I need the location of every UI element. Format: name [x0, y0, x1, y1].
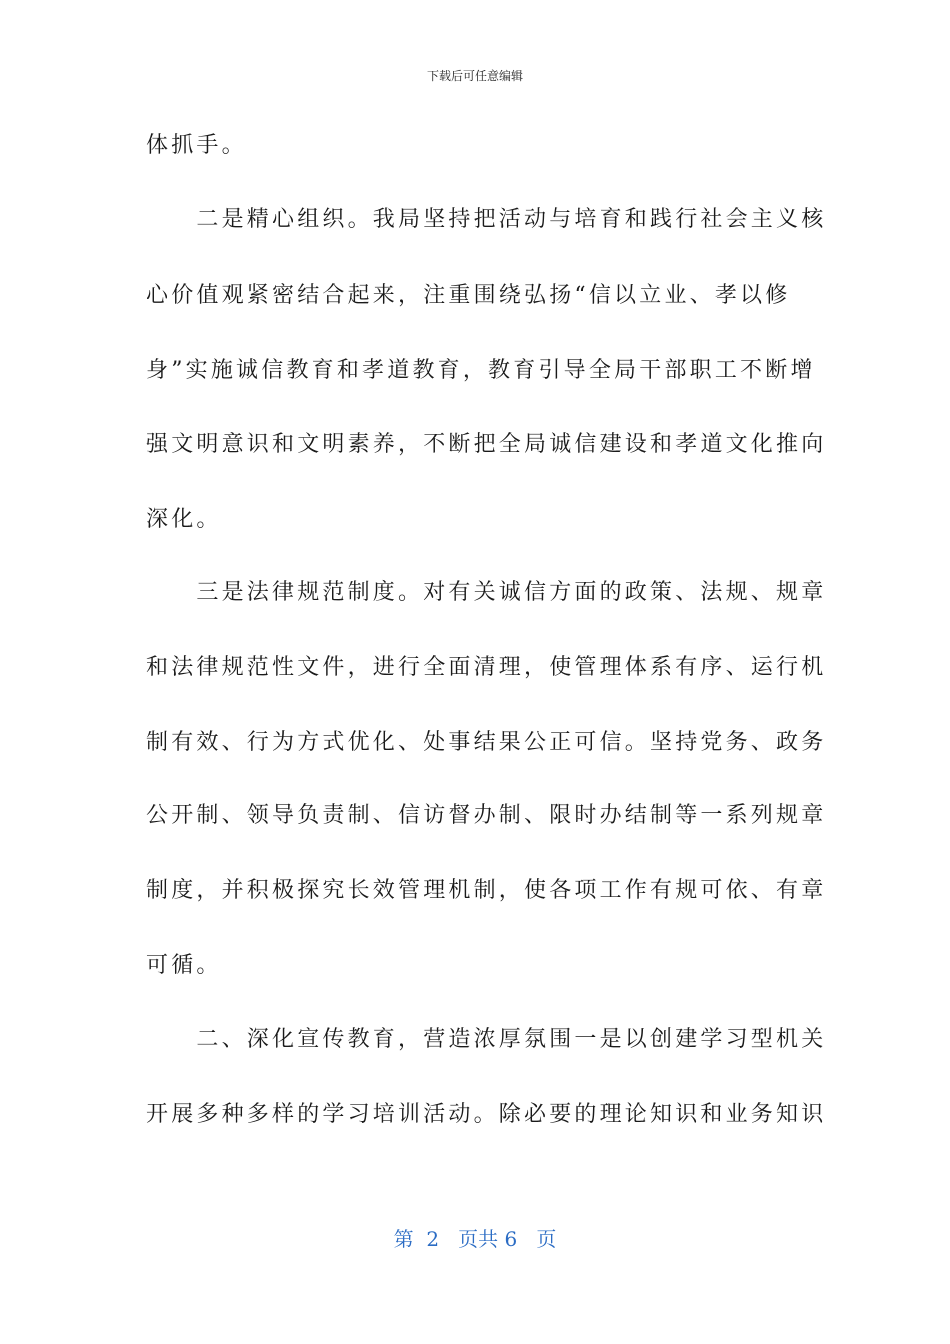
body-line: 心价值观紧密结合起来，注重围绕弘扬“信以立业、孝以修 — [146, 283, 791, 308]
body-line: 二、深化宣传教育，营造浓厚氛围一是以创建学习型机关 — [146, 1027, 827, 1052]
body-line: 体抓手。 — [146, 133, 247, 158]
page-number: 第 2 页共 6 页 — [393, 1227, 557, 1251]
body-line: 三是法律规范制度。对有关诚信方面的政策、法规、规章 — [146, 580, 827, 605]
body-line: 制有效、行为方式优化、处事结果公正可信。坚持党务、政务 — [146, 730, 827, 755]
body-line: 强文明意识和文明素养，不断把全局诚信建设和孝道文化推向 — [146, 432, 827, 457]
body-line: 可循。 — [146, 953, 222, 978]
body-line: 深化。 — [146, 507, 222, 532]
body-line: 制度，并积极探究长效管理机制，使各项工作有规可依、有章 — [146, 878, 827, 903]
body-line: 公开制、领导负责制、信访督办制、限时办结制等一系列规章 — [146, 803, 827, 828]
body-line: 身”实施诚信教育和孝道教育，教育引导全局干部职工不断增 — [146, 358, 816, 383]
body-line: 二是精心组织。我局坚持把活动与培育和践行社会主义核 — [146, 207, 827, 232]
page-header-note: 下载后可任意编辑 — [426, 69, 523, 83]
body-line: 开展多种多样的学习培训活动。除必要的理论知识和业务知识 — [146, 1102, 827, 1127]
body-line: 和法律规范性文件，进行全面清理，使管理体系有序、运行机 — [146, 655, 827, 680]
